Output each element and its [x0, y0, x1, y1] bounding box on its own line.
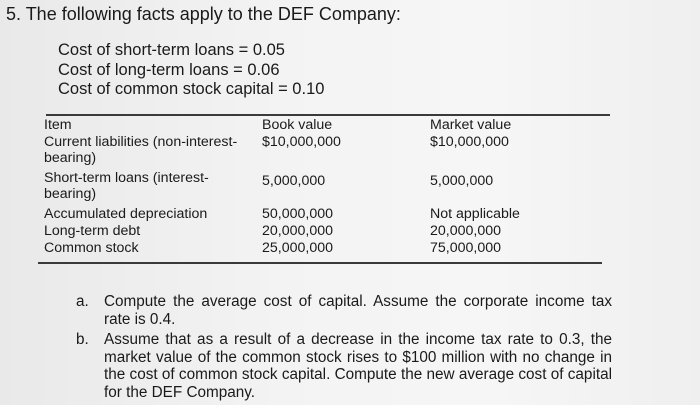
row-long-term-debt-market: 20,000,000: [430, 223, 502, 239]
part-b-text: Assume that as a result of a decrease in the income tax rate to 0.3, the market value of the common stock rises to $100 million with no change in the cost of common stock capital. Compute the new average cost of capital for the DEF Company.: [104, 331, 612, 401]
row-long-term-debt-book: 20,000,000: [262, 223, 334, 239]
fact-short-term-loans: Cost of short-term loans = 0.05: [58, 41, 285, 59]
question-title: 5. The following facts apply to the DEF Company:: [6, 4, 401, 24]
row-accumulated-depreciation-market: Not applicable: [430, 206, 520, 222]
row-common-stock-book: 25,000,000: [262, 240, 334, 256]
part-a-label: a.: [76, 293, 89, 310]
part-a: [72, 293, 612, 328]
row-short-term-loans-book: 5,000,000: [262, 173, 326, 189]
part-b: [72, 331, 612, 401]
row-current-liabilities-market: $10,000,000: [430, 134, 509, 150]
fact-long-term-loans: Cost of long-term loans = 0.06: [58, 60, 280, 79]
row-current-liabilities-item: Current liabilities (non-interest-bearing): [44, 134, 238, 166]
sub-questions: [72, 293, 612, 404]
table-bottom-rule: [38, 262, 602, 264]
row-common-stock-market: 75,000,000: [430, 240, 502, 256]
row-short-term-loans-market: 5,000,000: [430, 173, 494, 189]
row-accumulated-depreciation-item: Accumulated depreciation: [44, 206, 208, 222]
balance-table: [38, 114, 602, 264]
table-top-rule: [46, 114, 610, 116]
part-b-label: b.: [76, 331, 89, 348]
fact-common-stock: Cost of common stock capital = 0.10: [58, 80, 325, 98]
header-item: Item: [44, 117, 72, 133]
header-book-value: Book value: [262, 117, 333, 133]
header-market-value: Market value: [430, 117, 512, 133]
row-long-term-debt-item: Long-term debt: [44, 223, 141, 239]
row-current-liabilities-book: $10,000,000: [262, 134, 341, 150]
part-a-text: Compute the average cost of capital. Assume the corporate income tax rate is 0.4.: [104, 293, 612, 328]
row-short-term-loans-item: Short-term loans (interest-bearing): [44, 170, 209, 202]
facts-list: [58, 41, 324, 100]
row-accumulated-depreciation-book: 50,000,000: [262, 206, 334, 222]
row-common-stock-item: Common stock: [44, 240, 139, 256]
